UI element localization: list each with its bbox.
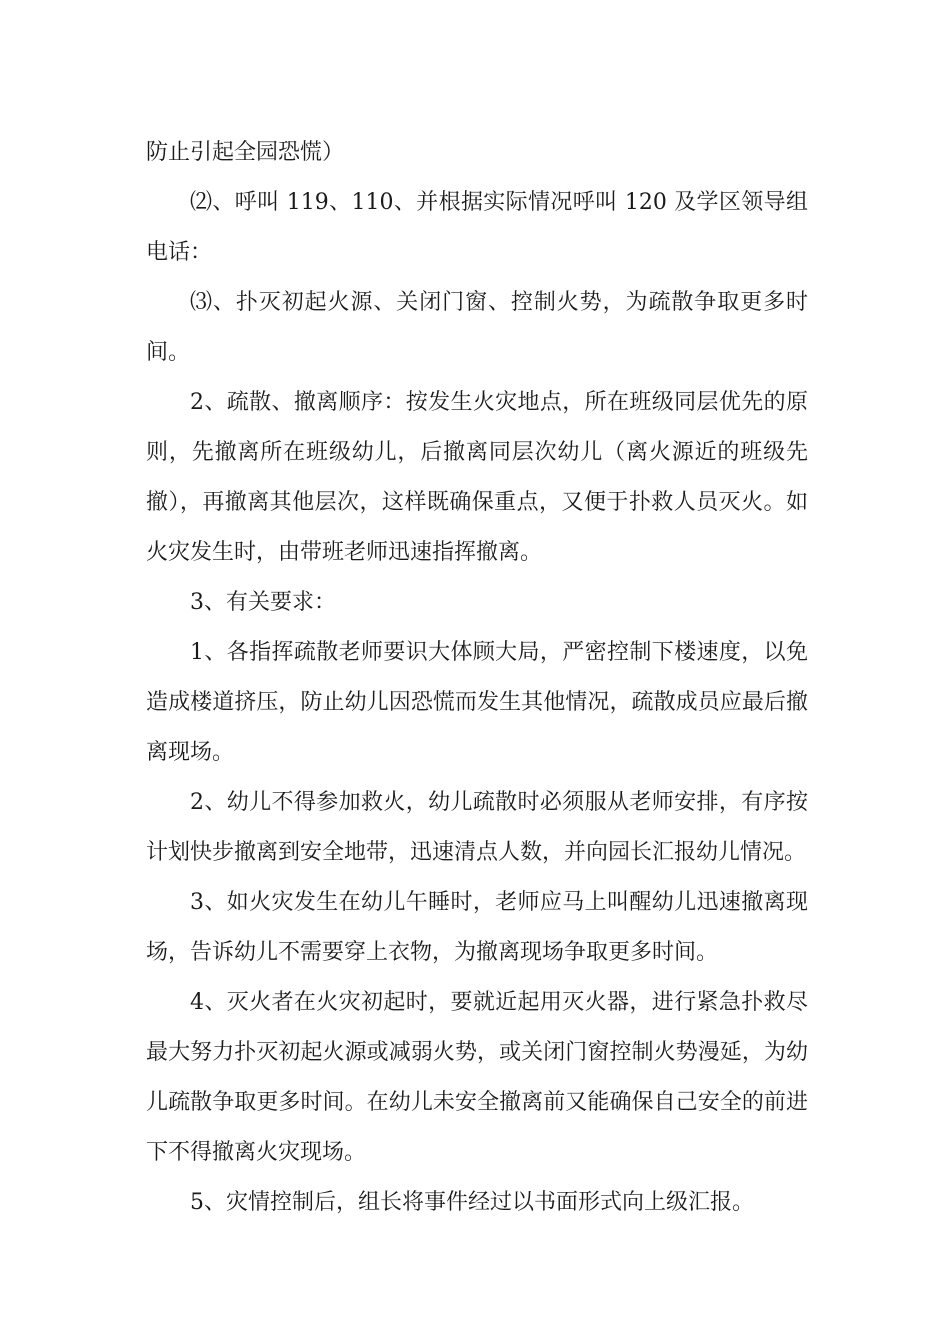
paragraph-requirement-5: 5、灾情控制后，组长将事件经过以书面形式向上级汇报。	[190, 1190, 754, 1215]
document-body	[146, 128, 808, 1228]
paragraph-call-emergency: ⑵、呼叫 119、110、并根据实际情况呼叫 120 及学区领导组电话：	[146, 190, 808, 265]
paragraph-evacuation-order: 2、疏散、撤离顺序：按发生火灾地点，所在班级同层优先的原则，先撤离所在班级幼儿，后撤离同层次幼儿（离火源近的班级先撤），再撤离其他层次，这样既确保重点，又便于扑救人员灭火。如火灾发生时，由带班老师迅速指挥撤离。	[146, 390, 808, 565]
paragraph-requirement-3: 3、如火灾发生在幼儿午睡时，老师应马上叫醒幼儿迅速撤离现场，告诉幼儿不需要穿上衣物，为撤离现场争取更多时间。	[146, 890, 808, 965]
paragraph-continuation: 防止引起全园恐慌）	[146, 140, 345, 165]
paragraph-extinguish-fire: ⑶、扑灭初起火源、关闭门窗、控制火势，为疏散争取更多时间。	[146, 290, 808, 365]
paragraph-requirement-1: 1、各指挥疏散老师要识大体顾大局，严密控制下楼速度，以免造成楼道挤压，防止幼儿因恐慌而发生其他情况，疏散成员应最后撤离现场。	[146, 640, 808, 765]
paragraph-requirements-heading: 3、有关要求：	[190, 590, 336, 615]
paragraph-requirement-4: 4、灭火者在火灾初起时，要就近起用灭火器，进行紧急扑救尽最大努力扑灭初起火源或减弱火势，或关闭门窗控制火势漫延，为幼儿疏散争取更多时间。在幼儿未安全撤离前又能确保自己安全的前进下不得撤离火灾现场。	[146, 990, 808, 1165]
paragraph-requirement-2: 2、幼儿不得参加救火，幼儿疏散时必须服从老师安排，有序按计划快步撤离到安全地带，迅速清点人数，并向园长汇报幼儿情况。	[146, 790, 808, 865]
